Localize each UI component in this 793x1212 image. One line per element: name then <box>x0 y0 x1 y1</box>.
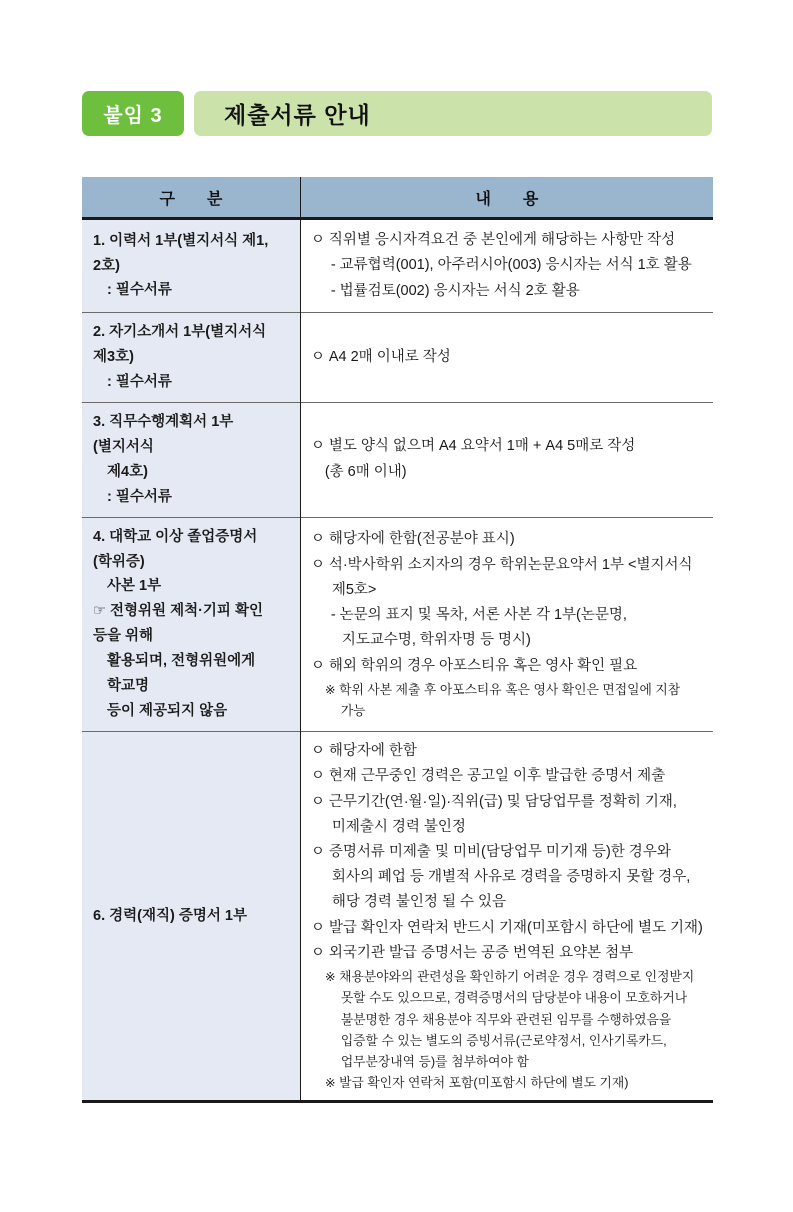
table-header-row <box>82 177 713 219</box>
attachment-badge: 붙임 3 <box>82 91 184 136</box>
category-cell <box>82 402 300 517</box>
content-cell <box>300 517 713 732</box>
category-cell <box>82 732 300 1102</box>
category-line: ☞ 전형위원 제척·기피 확인 등을 위해 <box>93 603 263 645</box>
category-line: 사본 1부 <box>107 578 162 595</box>
content-item: - 논문의 표지 및 목차, 서론 사본 각 1부(논문명, 지도교수명, 학위자명 등 명시) <box>330 607 627 649</box>
category-cell <box>82 313 300 403</box>
content-cell <box>300 732 713 1102</box>
content-item: ㅇ 외국기관 발급 증명서는 공증 번역된 요약본 첨부 <box>310 944 634 961</box>
content-item: ※ 채용분야와의 관련성을 확인하기 어려운 경우 경력으로 인정받지 못할 수도 있으므로, 경력증명서의 담당분야 내용이 모호하거나 불분명한 경우 채용분야 직무와 관련된 임무를 수행하였음을 입증할 수 있는 별도의 증빙서류(근로약정서, 인사기록카드, 업무분장내역 등)를 첨부하여야 함 <box>324 969 695 1069</box>
content-item: ㅇ 해외 학위의 경우 아포스티유 혹은 영사 확인 필요 <box>310 657 638 674</box>
content-item: ㅇ 별도 양식 없으며 A4 요약서 1매 + A4 5매로 작성 <box>310 438 636 455</box>
table-row <box>82 219 713 313</box>
content-item: ㅇ 근무기간(연·월·일)·직위(급) 및 담당업무를 정확히 기재, 미제출시 경력 불인정 <box>310 793 677 835</box>
category-line: 제4호) <box>107 463 148 480</box>
content-item: (총 6매 이내) <box>324 463 407 480</box>
content-item: ㅇ 직위별 응시자격요건 중 본인에게 해당하는 사항만 작성 <box>310 232 676 249</box>
category-line: 6. 경력(재직) 증명서 1부 <box>93 907 247 924</box>
category-line: 2. 자기소개서 1부(별지서식 제3호) <box>93 324 267 365</box>
content-cell <box>300 219 713 313</box>
document-page <box>0 91 793 1212</box>
content-item: ㅇ 증명서류 미제출 및 미비(담당업무 미기재 등)한 경우와 회사의 폐업 등 개별적 사유로 경력을 증명하지 못할 경우, 해당 경력 불인정 될 수 있음 <box>310 843 691 911</box>
content-item: ㅇ 해당자에 한함(전공분야 표시) <box>310 531 515 548</box>
content-item: ※ 학위 사본 제출 후 아포스티유 혹은 영사 확인은 면접일에 지참 가능 <box>324 681 681 718</box>
category-line: 등이 제공되지 않음 <box>107 703 228 720</box>
content-item: ㅇ 발급 확인자 연락처 반드시 기재(미포함시 하단에 별도 기재) <box>310 919 703 936</box>
page-header <box>82 91 712 136</box>
content-item: ㅇ 현재 근무중인 경력은 공고일 이후 발급한 증명서 제출 <box>310 768 666 785</box>
category-cell <box>82 517 300 732</box>
category-cell <box>82 219 300 313</box>
page-title: 제출서류 안내 <box>194 91 712 136</box>
content-item: - 교류협력(001), 아주러시아(003) 응시자는 서식 1호 활용 <box>330 257 692 274</box>
content-cell <box>300 402 713 517</box>
category-line: : 필수서류 <box>107 282 172 299</box>
content-cell <box>300 313 713 403</box>
table-row <box>82 313 713 403</box>
category-line: : 필수서류 <box>107 488 172 505</box>
category-line: 활용되며, 전형위원에게 학교명 <box>107 653 256 695</box>
table-header <box>82 177 713 219</box>
category-line: 1. 이력서 1부(별지서식 제1, 2호) <box>93 232 269 274</box>
category-line: 4. 대학교 이상 졸업증명서(학위증) <box>93 528 258 570</box>
table-row <box>82 402 713 517</box>
content-item: ㅇ 석·박사학위 소지자의 경우 학위논문요약서 1부 <별지서식 제5호> <box>310 556 693 598</box>
category-line: : 필수서류 <box>107 373 172 390</box>
documents-table <box>82 177 713 1103</box>
column-header-category: 구 분 <box>82 177 300 219</box>
column-header-content: 내 용 <box>300 177 713 219</box>
content-item: - 법률검토(002) 응시자는 서식 2호 활용 <box>330 282 580 299</box>
table-row <box>82 517 713 732</box>
table-row <box>82 732 713 1102</box>
table-body <box>82 219 713 1102</box>
category-line: 3. 직무수행계획서 1부(별지서식 <box>93 413 234 455</box>
content-item: ㅇ A4 2매 이내로 작성 <box>310 348 451 365</box>
content-item: ㅇ 해당자에 한함 <box>310 743 417 760</box>
content-item: ※ 발급 확인자 연락처 포함(미포함시 하단에 별도 기재) <box>324 1075 629 1091</box>
